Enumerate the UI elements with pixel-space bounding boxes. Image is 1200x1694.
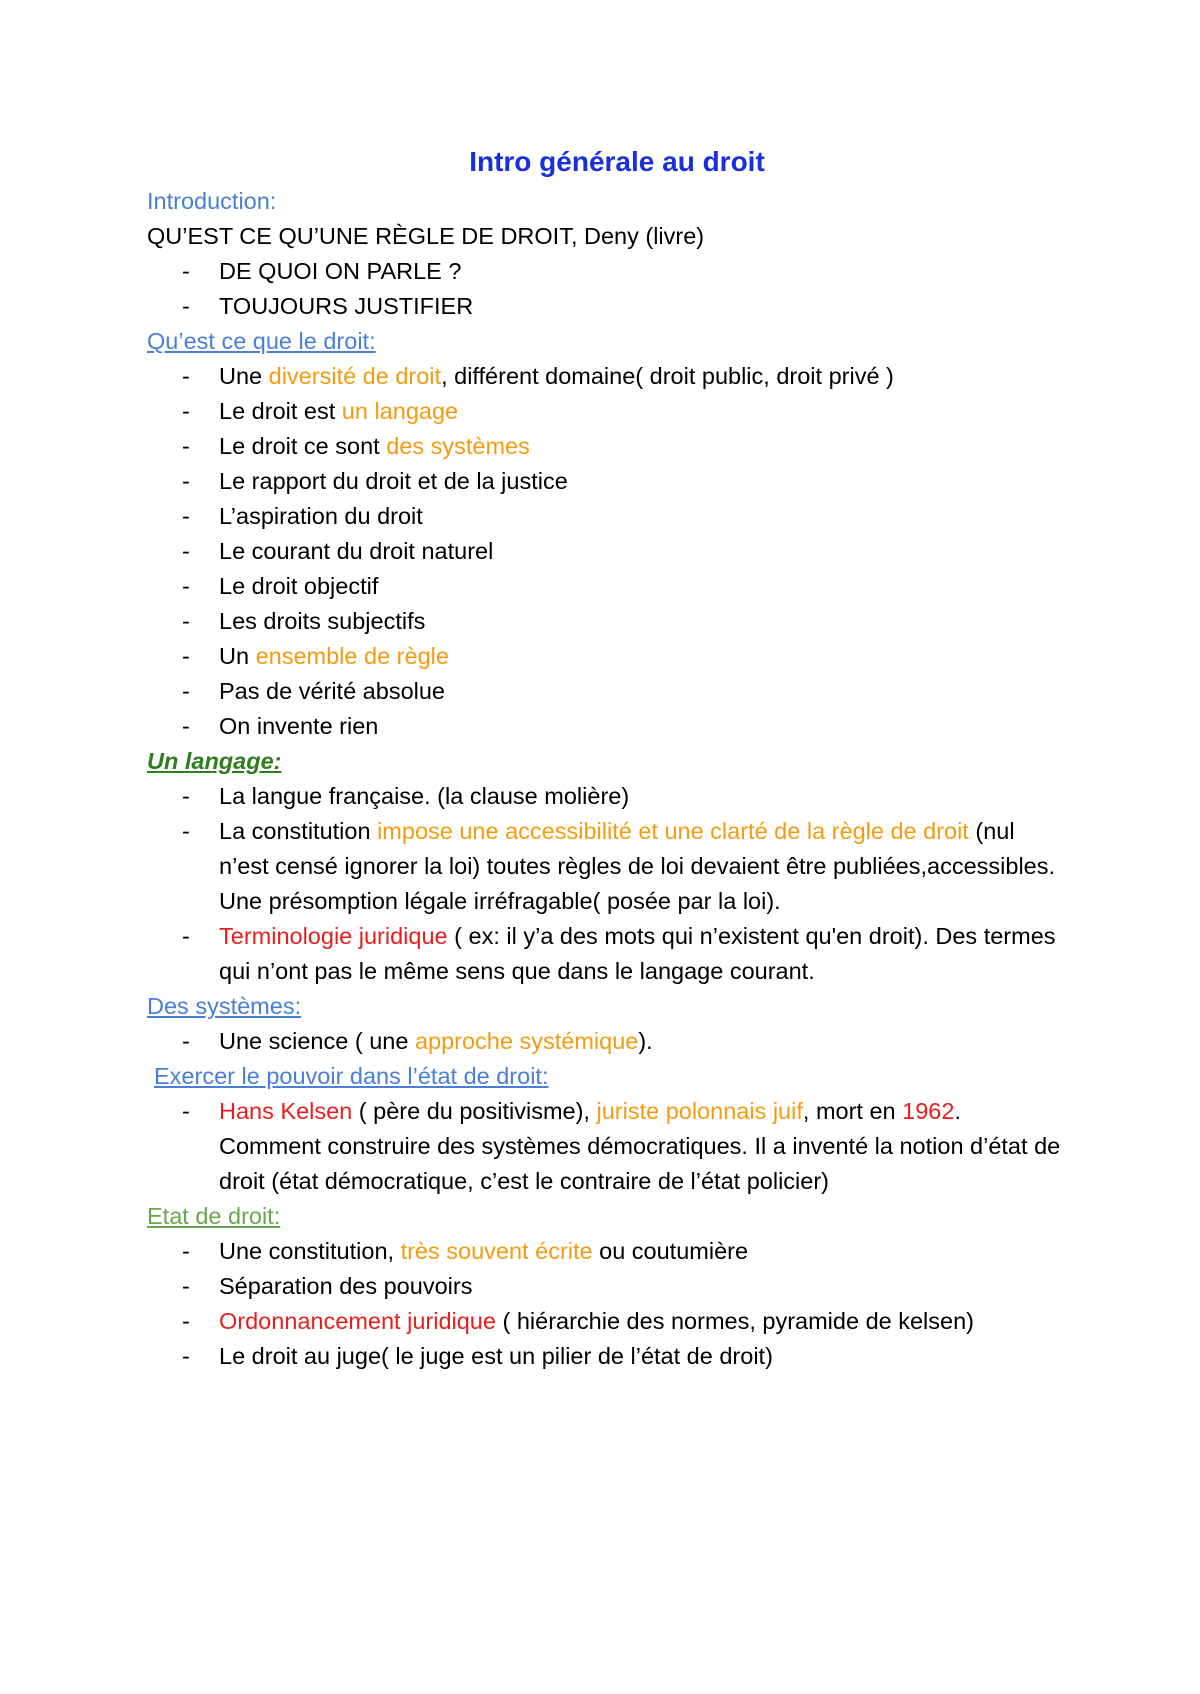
list-item [147,359,1067,394]
list-item [147,429,1067,464]
text-segment: , mort en [802,1098,903,1124]
list-item [147,569,1067,604]
text-segment: juriste polonnais juif [596,1098,803,1124]
text-segment: Les droits subjectifs [219,608,426,634]
text-segment: 1962 [902,1098,955,1124]
list-item [147,394,1067,429]
bullet-list [147,254,1067,324]
list-item [147,534,1067,569]
text-segment: , différent domaine( droit public, droit privé ) [441,363,894,389]
section-heading-text: Introduction: [147,188,277,214]
text-segment: QU’EST CE QU’UNE RÈGLE DE DROIT, Deny (livre) [147,223,705,249]
text-segment: Terminologie juridique [219,923,448,949]
text-segment: Le rapport du droit et de la justice [219,468,568,494]
section-heading [147,184,1067,219]
section-heading-text: Qu’est ce que le droit: [147,328,376,354]
list-item [147,709,1067,744]
text-segment: ou coutumière [592,1238,749,1264]
list-item [147,639,1067,674]
text-segment: . Comment construire des systèmes démocratiques. Il a inventé la notion d’état de droit (état démocratique, c’est le contraire de l’état policier) [219,1098,1067,1194]
text-segment: Le courant du droit naturel [219,538,494,564]
text-segment: ensemble de règle [255,643,449,669]
document-content [147,142,1067,1374]
list-item [147,604,1067,639]
list-item [147,289,1067,324]
list-item [147,1024,1067,1059]
list-item [147,674,1067,709]
text-segment: approche systémique [414,1028,639,1054]
text-segment: un langage [341,398,459,424]
text-segment: ( père du positivisme), [352,1098,597,1124]
text-segment: Une science ( une [219,1028,415,1054]
section-heading [147,1059,1067,1094]
text-segment: ). [638,1028,653,1054]
text-segment: Le droit ce sont [219,433,387,459]
text-segment: Pas de vérité absolue [219,678,446,704]
text-segment: Ordonnancement juridique [219,1308,496,1334]
list-item [147,1094,1067,1199]
list-item [147,254,1067,289]
list-item [147,1339,1067,1374]
text-segment: Séparation des pouvoirs [219,1273,473,1299]
list-item [147,779,1067,814]
text-segment: (nul n’est censé ignorer la loi) toutes règles de loi devaient être publiées,accessibles. Une présomption légale irréfragable( posée par la loi). [219,818,1062,914]
text-segment: diversité de droit [268,363,442,389]
text-segment: Une [219,363,269,389]
text-segment: La langue française. (la clause molière) [219,783,630,809]
list-item [147,1304,1067,1339]
section-heading-text: Un langage: [147,748,282,774]
text-segment: On invente rien [219,713,379,739]
section-heading [147,324,1067,359]
text-segment: La constitution [219,818,378,844]
list-item [147,919,1067,989]
section-heading [147,989,1067,1024]
text-segment: Une constitution, [219,1238,401,1264]
intro-line [147,219,1067,254]
text-segment: Hans Kelsen [219,1098,353,1124]
text-segment: Un [219,643,256,669]
list-item [147,499,1067,534]
bullet-list [147,1024,1067,1059]
sections-container [147,184,1067,1374]
text-segment: TOUJOURS JUSTIFIER [219,293,474,319]
bullet-list [147,359,1067,744]
list-item [147,1234,1067,1269]
text-segment: ( hiérarchie des normes, pyramide de kelsen) [495,1308,974,1334]
text-segment: L’aspiration du droit [219,503,423,529]
section-heading-text: Des systèmes: [147,993,302,1019]
section-heading-text: Exercer le pouvoir dans l’état de droit: [154,1063,549,1089]
text-segment: Le droit au juge( le juge est un pilier de l’état de droit) [219,1343,773,1369]
section-heading-text: Etat de droit: [147,1203,281,1229]
bullet-list [147,1094,1067,1199]
text-segment: impose une accessibilité et une clarté de la règle de droit [377,818,969,844]
text-segment: ( ex: il y’a des mots qui n’existent qu'en droit). Des termes qui n’ont pas le même sens que dans le langage courant. [219,923,1063,984]
page-title: Intro générale au droit [469,146,765,177]
section-heading [147,1199,1067,1234]
text-segment: des systèmes [386,433,530,459]
text-segment: DE QUOI ON PARLE ? [219,258,462,284]
list-item [147,464,1067,499]
text-segment: très souvent écrite [400,1238,593,1264]
section-heading [147,744,1067,779]
list-item [147,814,1067,919]
text-segment: Le droit objectif [219,573,379,599]
bullet-list [147,779,1067,989]
bullet-list [147,1234,1067,1374]
list-item [147,1269,1067,1304]
text-segment: Le droit est [219,398,342,424]
